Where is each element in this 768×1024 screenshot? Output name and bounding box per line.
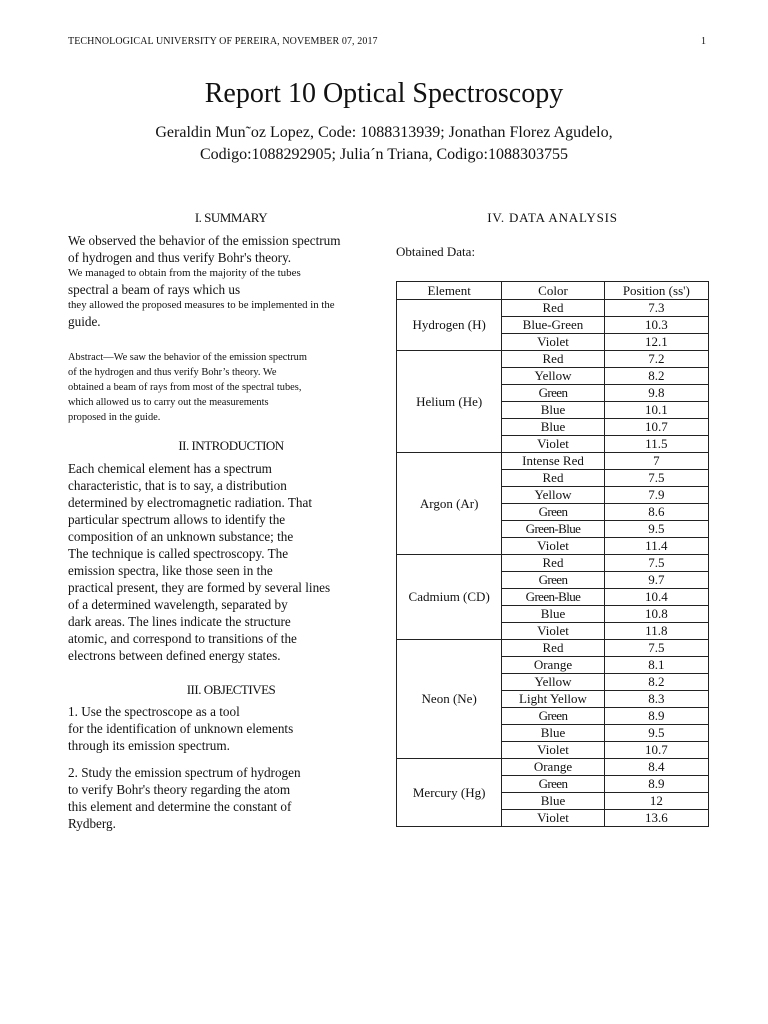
color-cell: Red xyxy=(502,300,604,317)
position-cell: 7.5 xyxy=(604,555,708,572)
authors-line-2: Codigo:1088292905; Julia´n Triana, Codigo:1088303755 xyxy=(199,146,568,163)
objective-1 xyxy=(68,703,394,754)
position-cell: 7.5 xyxy=(604,470,708,487)
element-cell: Helium (He) xyxy=(397,351,502,453)
color-cell: Blue-Green xyxy=(502,317,604,334)
intro-line: particular spectrum allows to identify the xyxy=(68,512,286,527)
position-cell: 10.8 xyxy=(604,606,708,623)
color-cell: Blue xyxy=(502,419,604,436)
element-cell: Mercury (Hg) xyxy=(397,759,502,827)
authors-line-1: Geraldin Mun˜oz Lopez, Code: 1088313939; Jonathan Florez Agudelo, xyxy=(155,124,613,141)
color-cell: Violet xyxy=(502,334,604,351)
position-cell: 9.8 xyxy=(604,385,708,402)
position-cell: 10.7 xyxy=(604,419,708,436)
position-cell: 7.2 xyxy=(604,351,708,368)
header-color: Color xyxy=(502,282,604,300)
color-cell: Green xyxy=(502,504,604,521)
abstract-line: of the hydrogen and thus verify Bohr’s theory. We xyxy=(68,367,277,378)
color-cell: Blue xyxy=(502,606,604,623)
table-row xyxy=(397,759,709,776)
position-cell: 8.2 xyxy=(604,368,708,385)
position-cell: 12.1 xyxy=(604,334,708,351)
intro-line: emission spectra, like those seen in the xyxy=(68,563,273,578)
intro-line: Each chemical element has a spectrum xyxy=(68,461,272,476)
position-cell: 7.5 xyxy=(604,640,708,657)
table-row xyxy=(397,640,709,657)
color-cell: Green-Blue xyxy=(502,589,604,606)
objective-line: this element and determine the constant of xyxy=(68,799,292,814)
summary-line: spectral a beam of rays which us xyxy=(68,282,241,297)
summary-text xyxy=(68,232,394,330)
objective-line: 2. Study the emission spectrum of hydrogen xyxy=(68,765,301,780)
color-cell: Red xyxy=(502,555,604,572)
color-cell: Violet xyxy=(502,538,604,555)
summary-line: We observed the behavior of the emission spectrum xyxy=(68,233,341,248)
table-row xyxy=(397,453,709,470)
table-row xyxy=(397,555,709,572)
position-cell: 7.9 xyxy=(604,487,708,504)
header-element: Element xyxy=(397,282,502,300)
element-cell: Argon (Ar) xyxy=(397,453,502,555)
intro-line: practical present, they are formed by several lines xyxy=(68,580,331,595)
abstract-text xyxy=(68,350,394,425)
color-cell: Green xyxy=(502,385,604,402)
position-cell: 7 xyxy=(604,453,708,470)
summary-line: of hydrogen and thus verify Bohr's theory. xyxy=(68,250,292,265)
position-cell: 10.3 xyxy=(604,317,708,334)
color-cell: Red xyxy=(502,351,604,368)
data-analysis-heading: IV. DATA ANALYSIS xyxy=(487,210,618,225)
objective-line: to verify Bohr's theory regarding the atom xyxy=(68,782,291,797)
intro-line: atomic, and correspond to transitions of the xyxy=(68,631,297,646)
position-cell: 8.6 xyxy=(604,504,708,521)
position-cell: 10.7 xyxy=(604,742,708,759)
color-cell: Intense Red xyxy=(502,453,604,470)
position-cell: 9.7 xyxy=(604,572,708,589)
intro-line: characteristic, that is to say, a distribution xyxy=(68,478,287,493)
objectives-heading: III. OBJECTIVES xyxy=(186,682,276,697)
objective-2 xyxy=(68,764,394,832)
color-cell: Red xyxy=(502,470,604,487)
element-cell: Neon (Ne) xyxy=(397,640,502,759)
color-cell: Green xyxy=(502,572,604,589)
color-cell: Violet xyxy=(502,436,604,453)
position-cell: 11.4 xyxy=(604,538,708,555)
position-cell: 11.8 xyxy=(604,623,708,640)
summary-line: they allowed the proposed measures to be implemented in the xyxy=(68,299,335,311)
color-cell: Orange xyxy=(502,759,604,776)
abstract-line: proposed in the guide. xyxy=(68,412,161,423)
position-cell: 10.1 xyxy=(604,402,708,419)
position-cell: 8.2 xyxy=(604,674,708,691)
table-header-row xyxy=(397,282,709,300)
position-cell: 8.9 xyxy=(604,776,708,793)
running-header: TECHNOLOGICAL UNIVERSITY OF PEREIRA, NOVEMBER 07, 2017 xyxy=(68,36,378,47)
color-cell: Green-Blue xyxy=(502,521,604,538)
summary-line: guide. xyxy=(68,314,101,329)
color-cell: Red xyxy=(502,640,604,657)
position-cell: 9.5 xyxy=(604,521,708,538)
position-cell: 10.4 xyxy=(604,589,708,606)
position-cell: 11.5 xyxy=(604,436,708,453)
color-cell: Yellow xyxy=(502,674,604,691)
color-cell: Yellow xyxy=(502,368,604,385)
color-cell: Blue xyxy=(502,402,604,419)
element-cell: Hydrogen (H) xyxy=(397,300,502,351)
page-number: 1 xyxy=(701,36,706,47)
abstract-line: Abstract—We saw the behavior of the emission spectrum xyxy=(68,352,307,363)
spectroscopy-data-table xyxy=(396,281,709,827)
position-cell: 8.9 xyxy=(604,708,708,725)
obtained-data-label: Obtained Data: xyxy=(396,244,476,259)
objective-line: Rydberg. xyxy=(68,816,116,831)
objective-line: 1. Use the spectroscope as a tool xyxy=(68,704,240,719)
introduction-heading: II. INTRODUCTION xyxy=(178,438,284,453)
objective-line: through its emission spectrum. xyxy=(68,738,230,753)
position-cell: 8.1 xyxy=(604,657,708,674)
color-cell: Blue xyxy=(502,793,604,810)
summary-heading: I. SUMMARY xyxy=(194,210,268,225)
position-cell: 8.4 xyxy=(604,759,708,776)
table-row xyxy=(397,300,709,317)
position-cell: 8.3 xyxy=(604,691,708,708)
color-cell: Light Yellow xyxy=(502,691,604,708)
color-cell: Orange xyxy=(502,657,604,674)
header-position: Position (ss') xyxy=(604,282,708,300)
position-cell: 9.5 xyxy=(604,725,708,742)
color-cell: Green xyxy=(502,776,604,793)
color-cell: Yellow xyxy=(502,487,604,504)
color-cell: Violet xyxy=(502,810,604,827)
position-cell: 12 xyxy=(604,793,708,810)
paper-title: Report 10 Optical Spectroscopy xyxy=(204,78,564,109)
introduction-text xyxy=(68,460,394,664)
color-cell: Green xyxy=(502,708,604,725)
intro-line: dark areas. The lines indicate the structure xyxy=(68,614,291,629)
position-cell: 7.3 xyxy=(604,300,708,317)
abstract-line: obtained a beam of rays from most of the spectral tubes, xyxy=(68,382,302,393)
table-row xyxy=(397,351,709,368)
abstract-line: which allowed us to carry out the measurements xyxy=(68,397,269,408)
intro-line: The technique is called spectroscopy. The xyxy=(68,546,289,561)
objective-line: for the identification of unknown elements xyxy=(68,721,294,736)
summary-line: We managed to obtain from the majority of the tubes xyxy=(68,267,301,279)
intro-line: composition of an unknown substance; the xyxy=(68,529,294,544)
position-cell: 13.6 xyxy=(604,810,708,827)
color-cell: Violet xyxy=(502,742,604,759)
table-body xyxy=(397,300,709,827)
intro-line: determined by electromagnetic radiation. That xyxy=(68,495,312,510)
intro-line: electrons between defined energy states. xyxy=(68,648,281,663)
color-cell: Violet xyxy=(502,623,604,640)
intro-line: of a determined wavelength, separated by xyxy=(68,597,288,612)
element-cell: Cadmium (CD) xyxy=(397,555,502,640)
color-cell: Blue xyxy=(502,725,604,742)
